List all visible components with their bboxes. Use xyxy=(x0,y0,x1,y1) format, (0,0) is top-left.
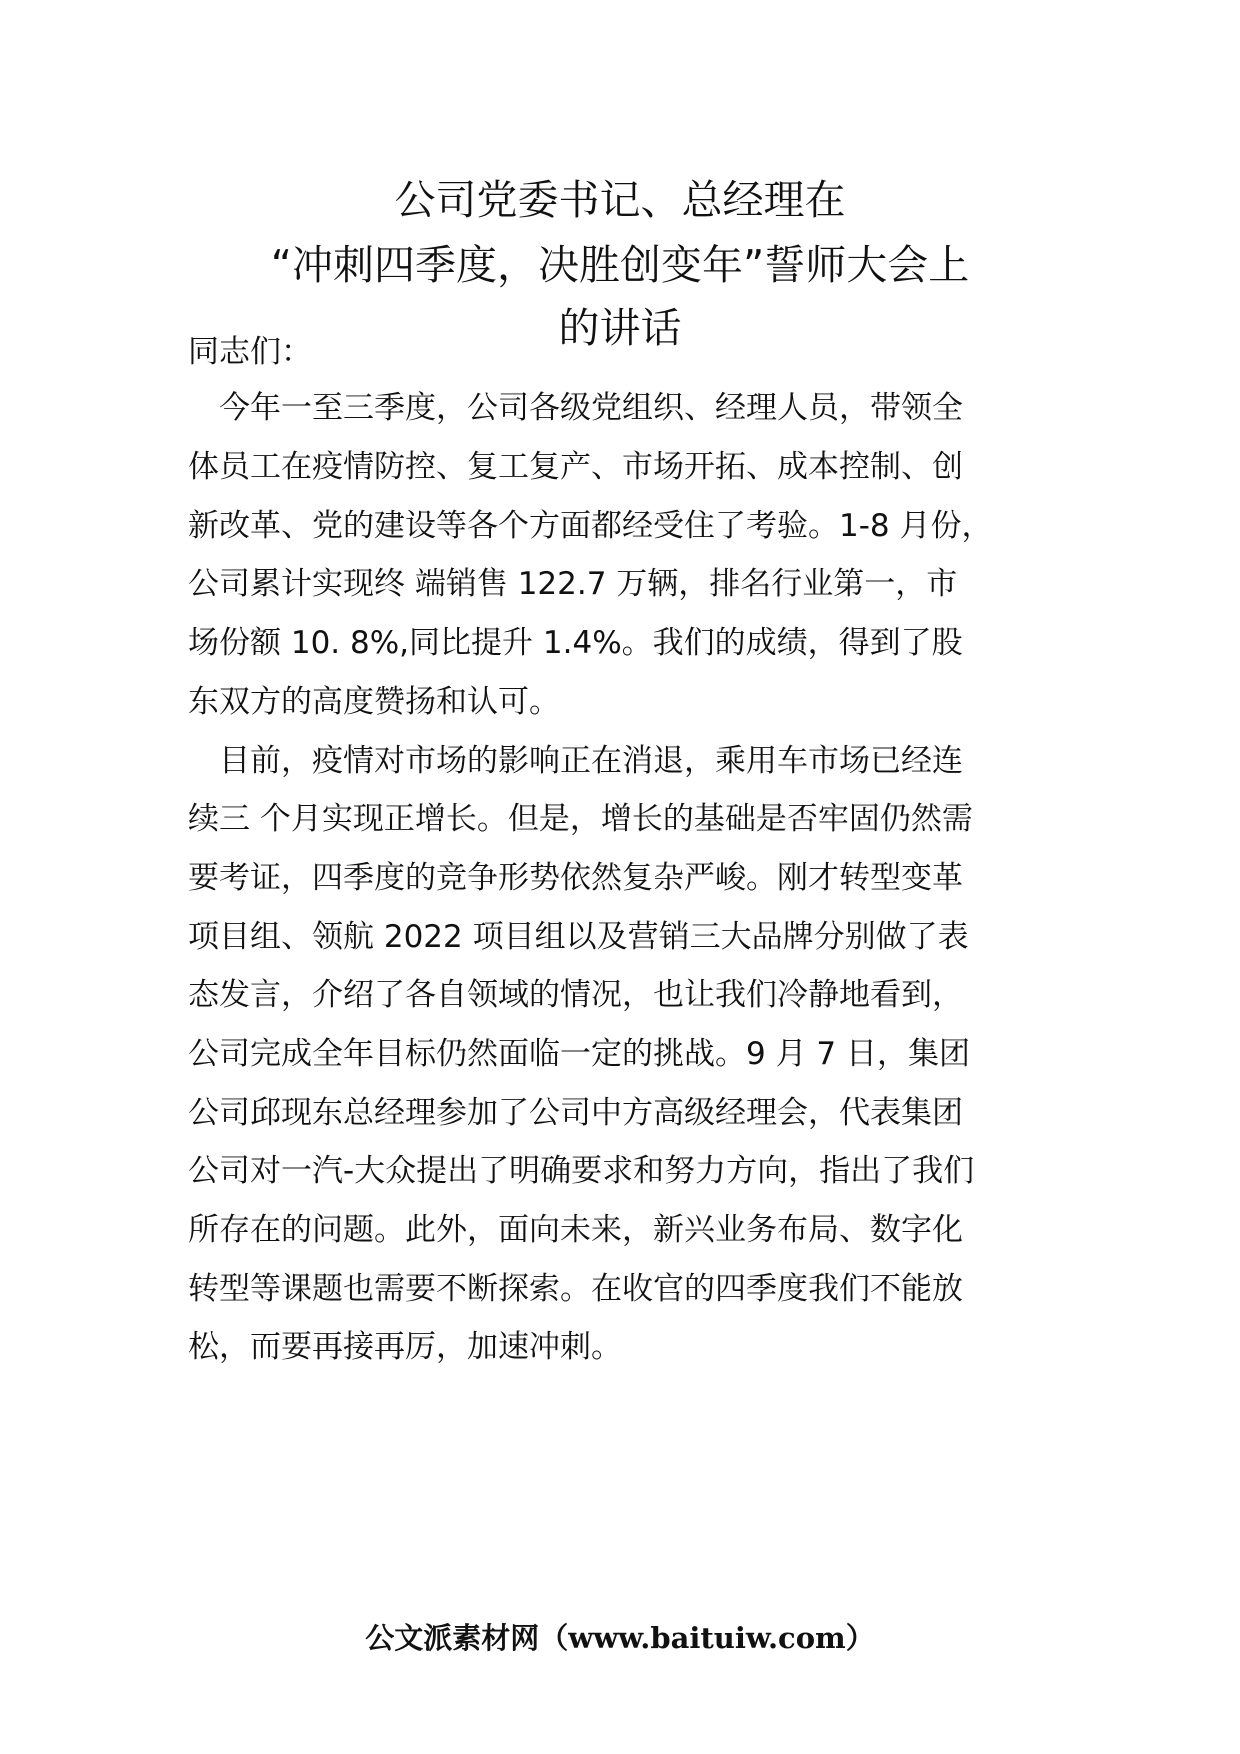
document-title-line-2: “冲刺四季度，决胜创变年”誓师大会上 xyxy=(270,241,970,289)
document-title-line-1: 公司党委书记、总经理在 xyxy=(394,176,846,224)
body-line: 新改革、党的建设等各个方面都经受住了考验。1-8 月份， xyxy=(188,508,993,544)
body-line: 公司完成全年目标仍然面临一定的挑战。9 月 7 日，集团 xyxy=(188,1036,971,1072)
body-line: 转型等课题也需要不断探索。在收官的四季度我们不能放 xyxy=(188,1271,963,1307)
body-line: 东双方的高度赞扬和认可。 xyxy=(188,684,560,720)
salutation: 同志们： xyxy=(188,334,312,370)
body-line: 今年一至三季度，公司各级党组织、经理人员，带领全 xyxy=(188,390,963,426)
body-line: 公司对一汽-大众提出了明确要求和努力方向，指出了我们 xyxy=(188,1153,975,1189)
body-line: 场份额 10. 8%,同比提升 1.4%。我们的成绩，得到了股 xyxy=(188,625,963,661)
body-line: 要考证，四季度的竞争形势依然复杂严峻。刚才转型变革 xyxy=(188,860,963,896)
document-title-line-3: 的讲话 xyxy=(558,304,682,352)
body-line: 公司累计实现终 端销售 122.7 万辆，排名行业第一，市 xyxy=(188,566,958,602)
body-line: 体员工在疫情防控、复工复产、市场开拓、成本控制、创 xyxy=(188,449,963,485)
body-line: 所存在的问题。此外，面向未来，新兴业务布局、数字化 xyxy=(188,1212,963,1248)
body-line: 项目组、领航 2022 项目组以及营销三大品牌分别做了表 xyxy=(188,919,969,955)
body-line: 公司邱现东总经理参加了公司中方高级经理会，代表集团 xyxy=(188,1095,963,1131)
body-line: 松，而要再接再厉，加速冲刺。 xyxy=(188,1329,622,1365)
body-line: 态发言，介绍了各自领域的情况，也让我们冷静地看到， xyxy=(188,977,963,1013)
body-line: 目前，疫情对市场的影响正在消退，乘用车市场已经连 xyxy=(188,743,963,779)
footer-watermark: 公文派素材网（www.baituiw.com） xyxy=(365,1621,875,1655)
body-line: 续三 个月实现正增长。但是，增长的基础是否牢固仍然需 xyxy=(188,801,973,837)
